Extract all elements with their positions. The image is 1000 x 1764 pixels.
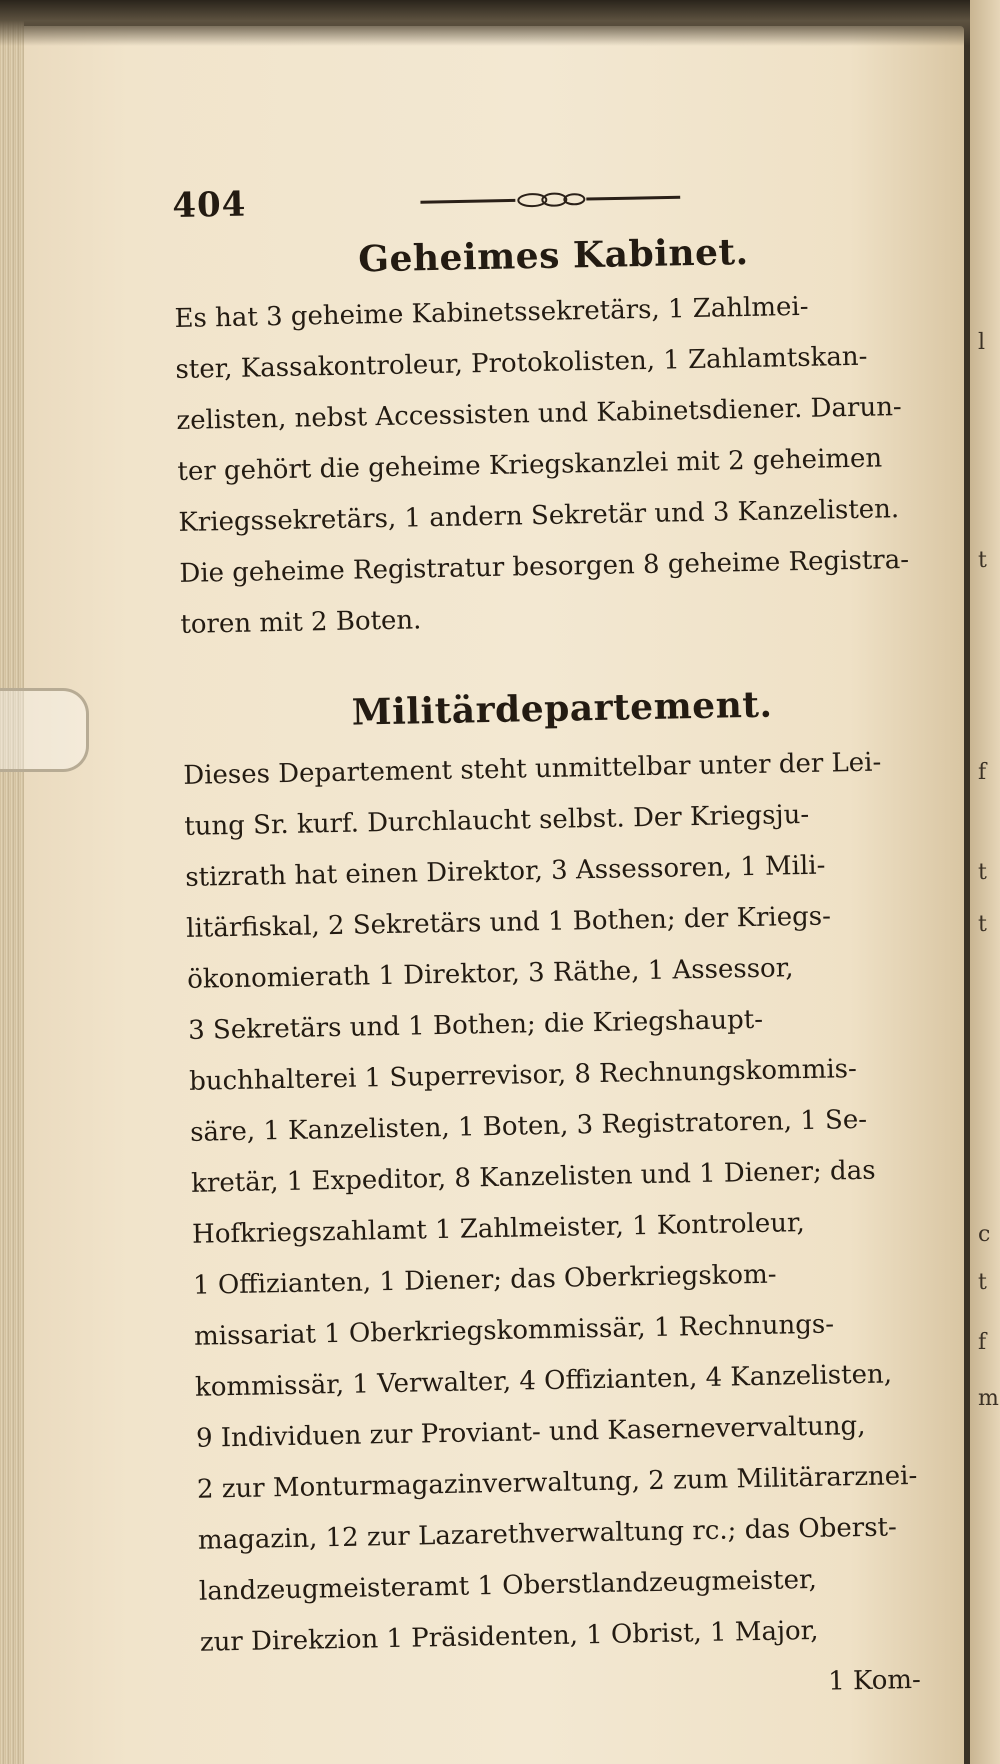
text-line: 2 zur Monturmagazinverwaltung, 2 zum Militärarznei- [196, 1460, 918, 1505]
text-line: 3 Sekretärs und 1 Bothen; die Kriegshaupt- [187, 1004, 764, 1046]
text-line: missariat 1 Oberkriegskommissär, 1 Rechnungs- [193, 1309, 835, 1352]
text-line: kretär, 1 Expeditor, 8 Kanzelisten und 1 Diener; das [190, 1155, 876, 1199]
page-number: 404 [172, 184, 247, 226]
edge-letter: m [978, 1386, 999, 1411]
paragraph-kabinet [174, 279, 941, 651]
paragraph-militaer [183, 736, 961, 1719]
edge-letter: t [978, 860, 987, 885]
top-edge-shadow [0, 0, 1000, 46]
edge-letter: f [978, 1330, 987, 1355]
text-line: Kriegssekretärs, 1 andern Sekretär und 3 Kanzelisten. [178, 494, 900, 538]
text-line: zur Direkzion 1 Präsidenten, 1 Obrist, 1 Major, [199, 1615, 819, 1658]
text-line: Es hat 3 geheime Kabinetssekretärs, 1 Zahlmei- [174, 291, 809, 334]
edge-letter: t [978, 1270, 987, 1295]
section-title-kabinet: Geheimes Kabinet. [357, 230, 749, 281]
page-stack-edge [0, 0, 24, 1764]
edge-letter: c [978, 1222, 991, 1247]
text-line: stizrath hat einen Direktor, 3 Assessoren, 1 Mili- [184, 850, 826, 893]
text-line: 1 Kom- [827, 1664, 922, 1697]
text-line: magazin, 12 zur Lazarethverwaltung rc.; das Oberst- [197, 1512, 898, 1556]
text-line: 9 Individuen zur Proviant- und Kasernevervaltung, [195, 1410, 866, 1454]
facing-page-edge [970, 0, 1000, 1764]
text-line: Hofkriegszahlamt 1 Zahlmeister, 1 Kontroleur, [191, 1208, 806, 1250]
page-content [172, 171, 961, 1719]
edge-letter: f [978, 760, 987, 785]
text-line: landzeugmeisteramt 1 Oberstlandzeugmeister, [198, 1564, 818, 1607]
text-line: kommissär, 1 Verwalter, 4 Offizianten, 4 Kanzelisten, [194, 1359, 893, 1403]
bookmark-ribbon [0, 688, 89, 772]
text-line: litärfiskal, 2 Sekretärs und 1 Bothen; der Kriegs- [185, 901, 832, 944]
text-line: Die geheime Registratur besorgen 8 geheime Registra- [179, 544, 910, 589]
edge-letter: t [978, 912, 987, 937]
text-line: buchhalterei 1 Superrevisor, 8 Rechnungskommis- [188, 1054, 858, 1097]
edge-letter: l [978, 330, 986, 355]
text-line: ökonomierath 1 Direktor, 3 Räthe, 1 Assessor, [186, 953, 794, 995]
section-title-militaer: Militärdepartement. [351, 683, 773, 734]
edge-letter: t [978, 548, 987, 573]
ornament-rule [420, 186, 680, 213]
text-line: ster, Kassakontroleur, Protokolisten, 1 Zahlamtskan- [175, 341, 868, 385]
text-line: 1 Offizianten, 1 Diener; das Oberkriegskom- [192, 1259, 777, 1301]
text-line: tung Sr. kurf. Durchlaucht selbst. Der Kriegsju- [184, 799, 810, 842]
text-line: zelisten, nebst Accessisten und Kabinetsdiener. Darun- [176, 392, 902, 436]
text-line: toren mit 2 Boten. [180, 605, 422, 640]
text-line: Dieses Departement steht unmittelbar unter der Lei- [183, 747, 882, 791]
text-line: säre, 1 Kanzelisten, 1 Boten, 3 Registratoren, 1 Se- [189, 1104, 868, 1148]
text-line: ter gehört die geheime Kriegskanzlei mit 2 geheimen [177, 443, 883, 487]
